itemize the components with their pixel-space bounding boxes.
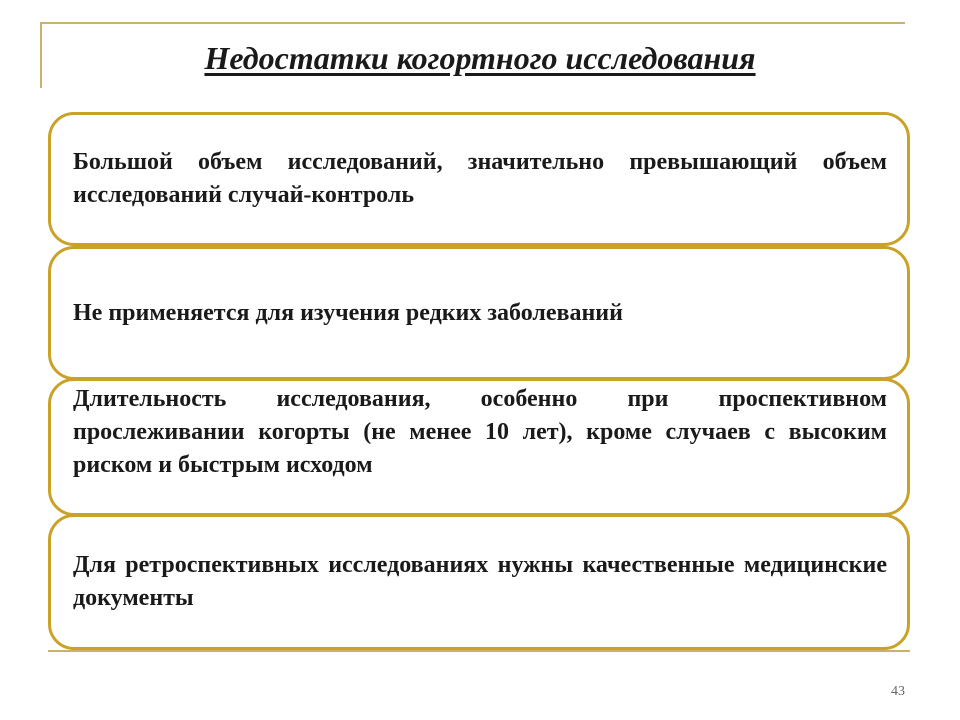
disadvantage-box-1 [48,112,910,246]
disadvantage-text-2: Не применяется для изучения редких заболеваний [73,299,623,326]
disadvantage-box-4 [48,514,910,650]
disadvantage-text-1: Большой объем исследований, значительно превышающий объем исследований случай-контроль [73,149,887,208]
page-number: 43 [891,684,905,699]
frame-bottom-line [48,650,910,652]
slide-title-text: Недостатки когортного исследования [204,40,756,76]
disadvantage-box-3 [48,378,910,516]
disadvantage-box-2 [48,246,910,380]
disadvantage-text-3: Длительность исследования, особенно при проспективном прослеживании когорты (не менее 10 лет), кроме случаев с высоким риском и быстрым исходом [73,386,887,478]
disadvantage-text-4: Для ретроспективных исследованиях нужны качественные медицинские документы [73,552,887,611]
slide-title [0,40,960,77]
frame-top-line [40,22,905,24]
